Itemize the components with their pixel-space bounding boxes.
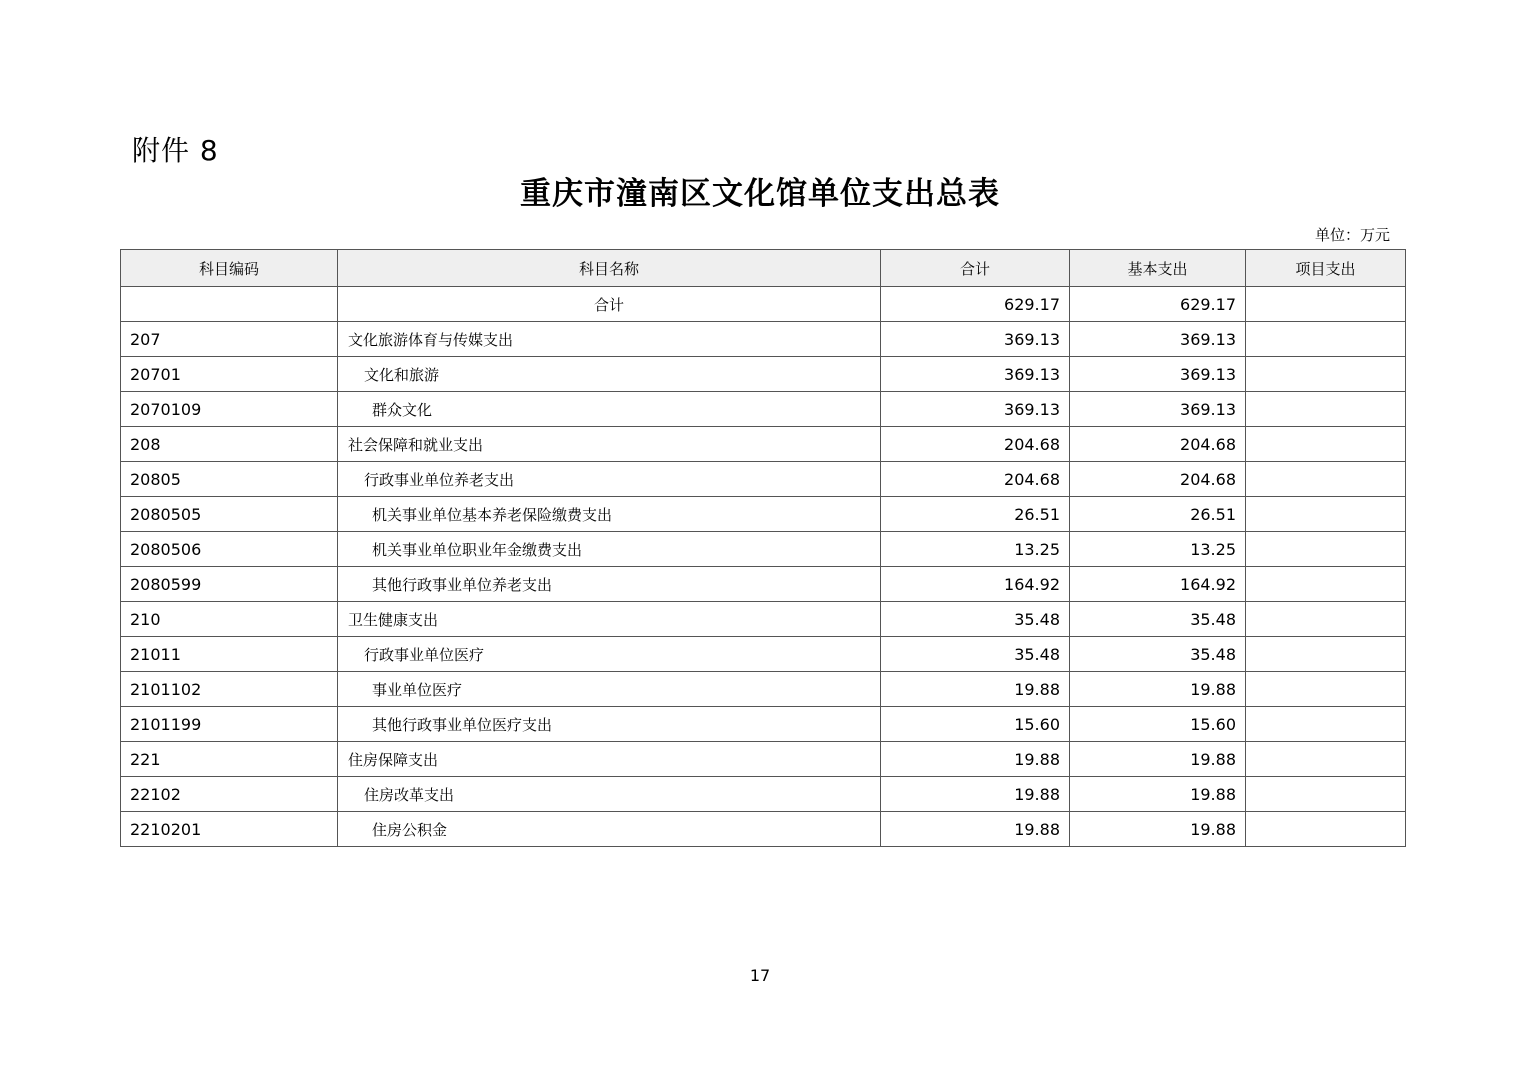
header-project: 项目支出 bbox=[1246, 250, 1406, 287]
cell-name: 文化旅游体育与传媒支出 bbox=[338, 322, 881, 357]
table-row bbox=[121, 812, 1406, 847]
cell-total: 15.60 bbox=[881, 707, 1070, 742]
attachment-label: 附件 8 bbox=[132, 134, 219, 167]
cell-total: 19.88 bbox=[881, 777, 1070, 812]
cell-code: 2101102 bbox=[121, 672, 338, 707]
total-row-code bbox=[121, 287, 338, 322]
total-row-project bbox=[1246, 287, 1406, 322]
cell-basic: 19.88 bbox=[1070, 777, 1246, 812]
total-row bbox=[121, 287, 1406, 322]
total-row-basic: 629.17 bbox=[1070, 287, 1246, 322]
cell-name: 行政事业单位养老支出 bbox=[338, 462, 881, 497]
table-row bbox=[121, 602, 1406, 637]
cell-code: 22102 bbox=[121, 777, 338, 812]
cell-name: 住房公积金 bbox=[338, 812, 881, 847]
page-number: 17 bbox=[749, 966, 771, 985]
table-row bbox=[121, 462, 1406, 497]
table-row bbox=[121, 567, 1406, 602]
cell-total: 204.68 bbox=[881, 462, 1070, 497]
cell-name: 机关事业单位职业年金缴费支出 bbox=[338, 532, 881, 567]
cell-basic: 26.51 bbox=[1070, 497, 1246, 532]
cell-basic: 19.88 bbox=[1070, 742, 1246, 777]
cell-total: 204.68 bbox=[881, 427, 1070, 462]
cell-project bbox=[1246, 672, 1406, 707]
cell-code: 2210201 bbox=[121, 812, 338, 847]
table-row bbox=[121, 497, 1406, 532]
cell-name: 事业单位医疗 bbox=[338, 672, 881, 707]
table-row bbox=[121, 777, 1406, 812]
cell-name: 住房改革支出 bbox=[338, 777, 881, 812]
cell-total: 19.88 bbox=[881, 672, 1070, 707]
cell-project bbox=[1246, 742, 1406, 777]
cell-total: 26.51 bbox=[881, 497, 1070, 532]
cell-basic: 369.13 bbox=[1070, 322, 1246, 357]
cell-basic: 369.13 bbox=[1070, 357, 1246, 392]
table-row bbox=[121, 707, 1406, 742]
cell-code: 207 bbox=[121, 322, 338, 357]
table-row bbox=[121, 672, 1406, 707]
cell-total: 19.88 bbox=[881, 812, 1070, 847]
cell-code: 2070109 bbox=[121, 392, 338, 427]
cell-project bbox=[1246, 777, 1406, 812]
page-title: 重庆市潼南区文化馆单位支出总表 bbox=[520, 176, 1000, 212]
cell-total: 369.13 bbox=[881, 392, 1070, 427]
table-row bbox=[121, 637, 1406, 672]
cell-total: 35.48 bbox=[881, 602, 1070, 637]
cell-basic: 204.68 bbox=[1070, 427, 1246, 462]
expense-table bbox=[120, 249, 1406, 847]
table-header-row bbox=[121, 250, 1406, 287]
cell-code: 21011 bbox=[121, 637, 338, 672]
cell-basic: 369.13 bbox=[1070, 392, 1246, 427]
cell-name: 社会保障和就业支出 bbox=[338, 427, 881, 462]
cell-total: 164.92 bbox=[881, 567, 1070, 602]
table-row bbox=[121, 742, 1406, 777]
table-row bbox=[121, 532, 1406, 567]
cell-project bbox=[1246, 427, 1406, 462]
cell-code: 208 bbox=[121, 427, 338, 462]
cell-name: 其他行政事业单位医疗支出 bbox=[338, 707, 881, 742]
cell-total: 369.13 bbox=[881, 357, 1070, 392]
cell-basic: 15.60 bbox=[1070, 707, 1246, 742]
cell-project bbox=[1246, 532, 1406, 567]
cell-total: 13.25 bbox=[881, 532, 1070, 567]
cell-code: 2101199 bbox=[121, 707, 338, 742]
table-row bbox=[121, 357, 1406, 392]
cell-basic: 19.88 bbox=[1070, 672, 1246, 707]
cell-basic: 164.92 bbox=[1070, 567, 1246, 602]
cell-total: 19.88 bbox=[881, 742, 1070, 777]
header-name: 科目名称 bbox=[338, 250, 881, 287]
cell-name: 群众文化 bbox=[338, 392, 881, 427]
header-basic: 基本支出 bbox=[1070, 250, 1246, 287]
cell-code: 221 bbox=[121, 742, 338, 777]
cell-code: 2080506 bbox=[121, 532, 338, 567]
cell-name: 行政事业单位医疗 bbox=[338, 637, 881, 672]
cell-project bbox=[1246, 637, 1406, 672]
cell-basic: 35.48 bbox=[1070, 602, 1246, 637]
cell-code: 2080599 bbox=[121, 567, 338, 602]
table-row bbox=[121, 322, 1406, 357]
unit-label: 单位：万元 bbox=[1314, 226, 1390, 244]
cell-code: 2080505 bbox=[121, 497, 338, 532]
cell-project bbox=[1246, 357, 1406, 392]
cell-name: 其他行政事业单位养老支出 bbox=[338, 567, 881, 602]
cell-project bbox=[1246, 602, 1406, 637]
cell-total: 35.48 bbox=[881, 637, 1070, 672]
cell-project bbox=[1246, 567, 1406, 602]
table-row bbox=[121, 392, 1406, 427]
cell-code: 210 bbox=[121, 602, 338, 637]
cell-basic: 35.48 bbox=[1070, 637, 1246, 672]
cell-project bbox=[1246, 707, 1406, 742]
total-row-name: 合计 bbox=[338, 287, 881, 322]
cell-project bbox=[1246, 497, 1406, 532]
total-row-total: 629.17 bbox=[881, 287, 1070, 322]
cell-project bbox=[1246, 812, 1406, 847]
cell-project bbox=[1246, 392, 1406, 427]
cell-total: 369.13 bbox=[881, 322, 1070, 357]
cell-name: 机关事业单位基本养老保险缴费支出 bbox=[338, 497, 881, 532]
table-row bbox=[121, 427, 1406, 462]
cell-name: 卫生健康支出 bbox=[338, 602, 881, 637]
cell-basic: 13.25 bbox=[1070, 532, 1246, 567]
cell-project bbox=[1246, 322, 1406, 357]
cell-project bbox=[1246, 462, 1406, 497]
cell-code: 20701 bbox=[121, 357, 338, 392]
header-code: 科目编码 bbox=[121, 250, 338, 287]
cell-code: 20805 bbox=[121, 462, 338, 497]
cell-basic: 19.88 bbox=[1070, 812, 1246, 847]
cell-name: 住房保障支出 bbox=[338, 742, 881, 777]
cell-name: 文化和旅游 bbox=[338, 357, 881, 392]
header-total: 合计 bbox=[881, 250, 1070, 287]
cell-basic: 204.68 bbox=[1070, 462, 1246, 497]
